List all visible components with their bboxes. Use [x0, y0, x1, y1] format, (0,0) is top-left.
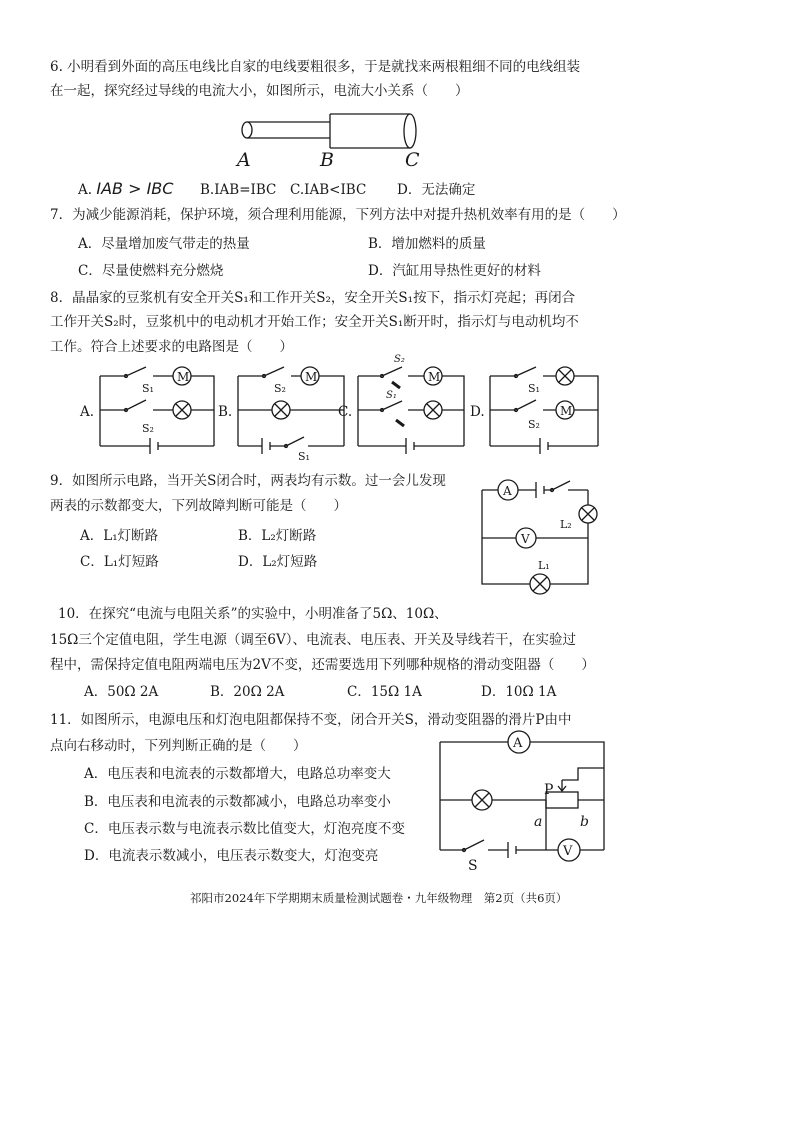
q10-option-d: D．10Ω 1A — [481, 684, 557, 700]
svg-text:S₂: S₂ — [528, 418, 540, 431]
q6-wire-figure — [235, 108, 435, 170]
q11-option-c: C．电压表示数与电流表示数比值变大，灯泡亮度不变 — [84, 821, 405, 837]
q10-line2: 15Ω三个定值电阻，学生电源（调至6V）、电流表、电压表、开关及导线若干，在实验过 — [50, 632, 576, 648]
svg-text:b: b — [580, 814, 589, 830]
q6-line1: 6. 小明看到外面的高压电线比自家的电线要粗很多，于是就找来两根粗细不同的电线组装 — [50, 59, 581, 75]
q8-line1: 8．晶晶家的豆浆机有安全开关S₁和工作开关S₂，安全开关S₁按下，指示灯亮起；再闭合 — [50, 290, 576, 306]
q11-option-a: A．电压表和电流表的示数都增大，电路总功率变大 — [84, 766, 391, 782]
svg-text:S₁: S₁ — [298, 450, 310, 463]
svg-text:S₂: S₂ — [394, 354, 405, 365]
q6-line2: 在一起，探究经过导线的电流大小，如图所示，电流大小关系（ ） — [50, 83, 469, 99]
svg-text:M: M — [305, 370, 318, 384]
q6-option-a — [78, 180, 173, 199]
q8-circuit-b — [236, 362, 346, 463]
q11-line1: 11．如图所示，电源电压和灯泡电阻都保持不变，闭合开关S，滑动变阻器的滑片P由中 — [50, 712, 572, 728]
q10-line1: 10．在探究“电流与电阻关系”的实验中，小明准备了5Ω、10Ω、 — [58, 606, 448, 622]
q11-line2: 点向右移动时，下列判断正确的是（ ） — [50, 738, 307, 754]
q7-option-a: A．尽量增加废气带走的热量 — [78, 236, 250, 252]
svg-text:S₁: S₁ — [386, 390, 397, 401]
q8-circuit-d — [488, 362, 600, 454]
svg-text:A: A — [513, 736, 523, 751]
q8-label-c: C. — [338, 404, 353, 420]
q9-option-c: C．L₁灯短路 — [80, 554, 159, 570]
svg-text:S₁: S₁ — [142, 382, 154, 395]
svg-text:S₂: S₂ — [142, 422, 154, 435]
q7-option-d: D．汽缸用导热性更好的材料 — [368, 263, 541, 279]
svg-text:L₁: L₁ — [538, 559, 550, 572]
svg-text:V: V — [563, 844, 573, 859]
svg-text:a: a — [534, 814, 543, 830]
svg-text:M: M — [177, 370, 190, 384]
svg-text:L₂: L₂ — [560, 518, 572, 531]
q11-option-b: B．电压表和电流表的示数都减小，电路总功率变小 — [84, 794, 391, 810]
svg-text:A: A — [503, 484, 512, 498]
svg-text:S₁: S₁ — [528, 382, 540, 395]
q8-line2: 工作开关S₂时，豆浆机中的电动机才开始工作；安全开关S₁断开时，指示灯与电动机均不 — [50, 314, 579, 330]
q10-option-c: C．15Ω 1A — [347, 684, 422, 700]
q9-option-d: D．L₂灯短路 — [238, 554, 318, 570]
q8-label-a: A. — [80, 404, 95, 420]
q10-option-b: B．20Ω 2A — [210, 684, 285, 700]
q6-option-d: D．无法确定 — [397, 182, 476, 198]
q6-option-a-prefix: A. — [78, 182, 93, 198]
q7-option-b: B．增加燃料的质量 — [368, 236, 486, 252]
svg-text:S₂: S₂ — [274, 382, 286, 395]
q6-label-c: C — [405, 149, 420, 171]
q9-circuit — [480, 476, 600, 590]
svg-text:P: P — [544, 782, 554, 798]
q11-circuit — [438, 728, 606, 872]
svg-text:M: M — [560, 404, 573, 418]
q6-label-b: B — [320, 149, 334, 171]
q6-option-b: B.IAB=IBC — [200, 182, 277, 198]
page-footer: 祁阳市2024年下学期期末质量检测试题卷・九年级物理 第2页（共6页） — [190, 891, 568, 905]
q9-line2: 两表的示数都变大，下列故障判断可能是（ ） — [50, 498, 347, 514]
q8-line3: 工作。符合上述要求的电路图是（ ） — [50, 339, 293, 355]
q8-circuit-a — [98, 362, 216, 454]
svg-text:S: S — [468, 858, 478, 874]
q8-label-d: D. — [470, 404, 485, 420]
q9-option-a: A．L₁灯断路 — [80, 528, 159, 544]
q6-label-a: A — [237, 149, 251, 171]
q6-option-a-handwritten: IAB > IBC — [96, 179, 174, 198]
q6-option-c: C.IAB<IBC — [290, 182, 367, 198]
q10-line3: 程中，需保持定值电阻两端电压为2V不变，还需要选用下列哪种规格的滑动变阻器（ ） — [50, 657, 595, 673]
q11-option-d: D．电流表示数减小，电压表示数变大，灯泡变亮 — [84, 848, 379, 864]
svg-text:V: V — [521, 532, 530, 546]
svg-text:M: M — [428, 370, 441, 384]
q8-circuit-c — [356, 356, 466, 454]
q9-option-b: B．L₂灯断路 — [238, 528, 317, 544]
q9-line1: 9．如图所示电路，当开关S闭合时，两表均有示数。过一会儿发现 — [50, 473, 446, 489]
q7-option-c: C．尽量使燃料充分燃烧 — [78, 263, 224, 279]
q8-label-b: B. — [218, 404, 233, 420]
q10-option-a: A．50Ω 2A — [84, 684, 159, 700]
q7-line1: 7．为减少能源消耗，保护环境，须合理利用能源，下列方法中对提升热机效率有用的是（ ） — [50, 207, 626, 223]
